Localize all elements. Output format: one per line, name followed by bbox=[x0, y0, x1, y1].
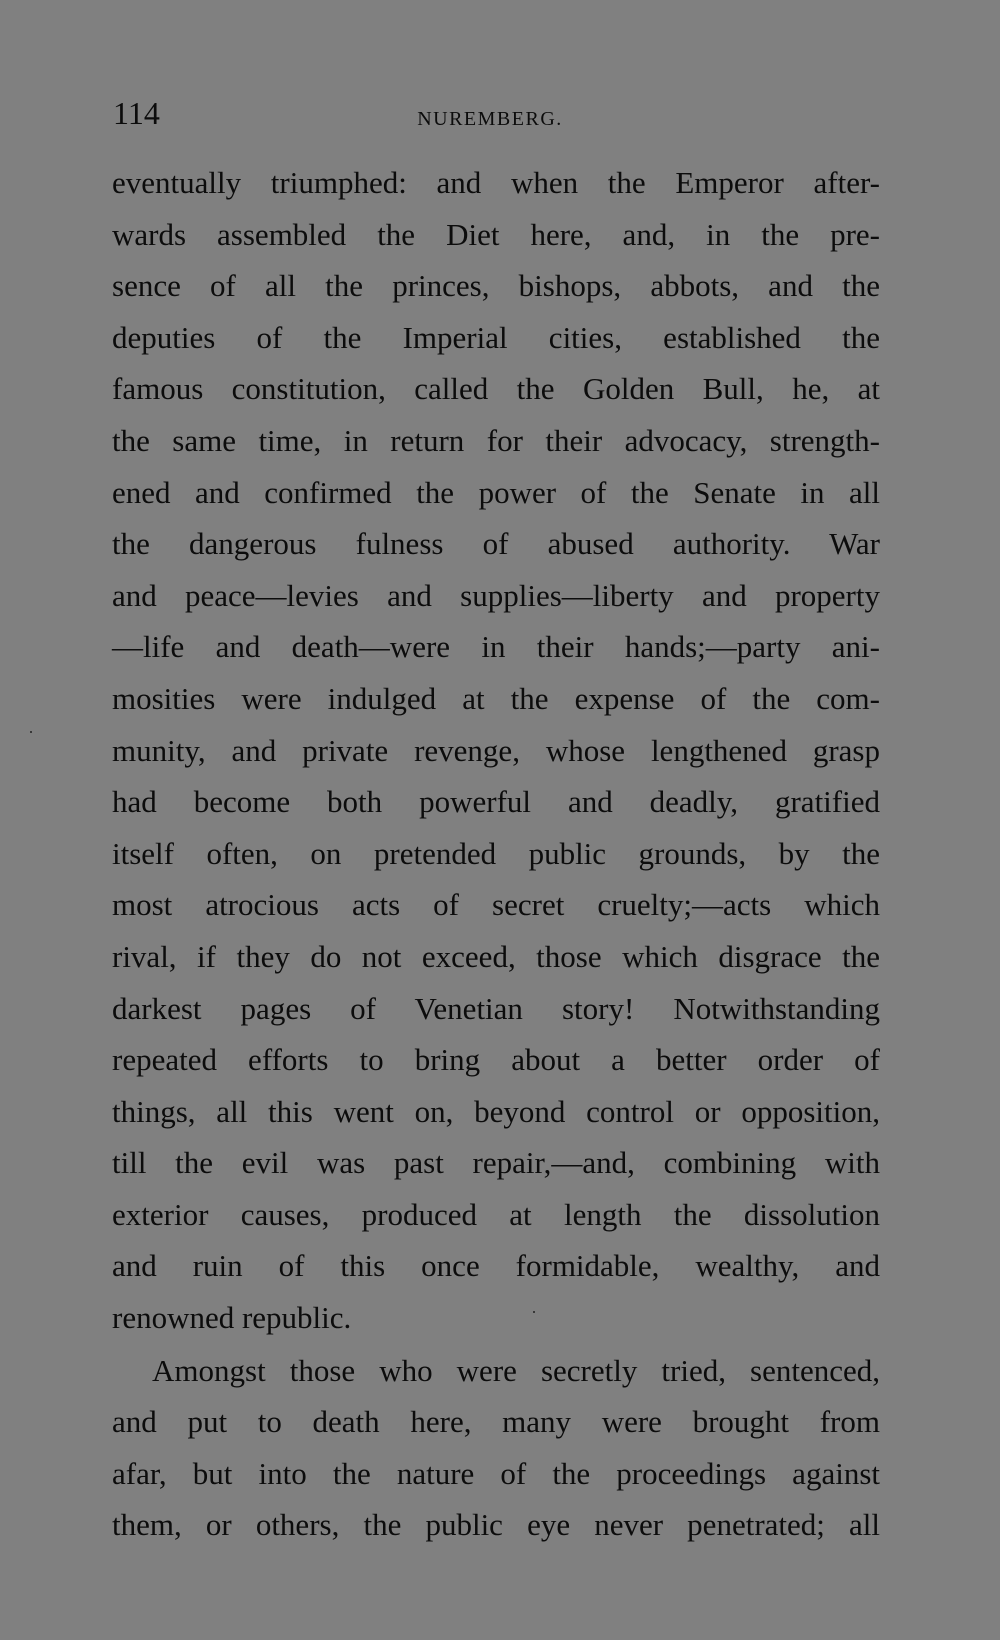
text-line: and peace—levies and supplies—liberty and property bbox=[112, 577, 880, 613]
text-line: wards assembled the Diet here, and, in the pre- bbox=[112, 216, 880, 252]
text-line: things, all this went on, beyond control or opposition, bbox=[112, 1093, 880, 1129]
running-head-title: NUREMBERG. bbox=[417, 108, 563, 130]
text-line: and put to death here, many were brought from bbox=[112, 1404, 880, 1440]
text-line: —life and death—were in their hands;—party ani- bbox=[112, 629, 880, 665]
text-line: ened and confirmed the power of the Senate in all bbox=[112, 474, 880, 510]
text-line: munity, and private revenge, whose lengthened grasp bbox=[112, 732, 880, 768]
text-line: rival, if they do not exceed, those which disgrace the bbox=[112, 938, 880, 974]
page-number: 114 bbox=[113, 95, 160, 131]
scan-speck bbox=[30, 731, 32, 733]
text-line: mosities were indulged at the expense of the com- bbox=[112, 680, 880, 716]
text-line: eventually triumphed: and when the Emperor after- bbox=[112, 165, 880, 200]
text-line: had become both powerful and deadly, gratified bbox=[112, 784, 880, 820]
text-line: afar, but into the nature of the proceedings against bbox=[112, 1455, 880, 1491]
text-line: darkest pages of Venetian story! Notwithstanding bbox=[112, 990, 880, 1026]
text-line: Amongst those who were secretly tried, sentenced, bbox=[152, 1352, 880, 1388]
text-line: the dangerous fulness of abused authority. War bbox=[112, 526, 880, 562]
text-line: exterior causes, produced at length the dissolution bbox=[112, 1196, 880, 1232]
text-line: till the evil was past repair,—and, combining with bbox=[112, 1145, 880, 1181]
text-line: itself often, on pretended public grounds, by the bbox=[112, 835, 880, 871]
scan-speck bbox=[533, 1311, 535, 1313]
text-line: them, or others, the public eye never penetrated; all bbox=[112, 1507, 880, 1543]
text-line: famous constitution, called the Golden Bull, he, at bbox=[112, 371, 880, 407]
text-line: sence of all the princes, bishops, abbots, and the bbox=[112, 268, 880, 304]
text-line: most atrocious acts of secret cruelty;—acts which bbox=[112, 887, 880, 923]
text-line: repeated efforts to bring about a better order of bbox=[112, 1042, 880, 1078]
text-line: the same time, in return for their advocacy, strength- bbox=[112, 422, 880, 458]
text-line: renowned republic. bbox=[112, 1300, 352, 1336]
text-line: and ruin of this once formidable, wealthy, and bbox=[112, 1248, 880, 1284]
text-line: deputies of the Imperial cities, established the bbox=[112, 319, 880, 355]
body-text bbox=[112, 157, 880, 1551]
